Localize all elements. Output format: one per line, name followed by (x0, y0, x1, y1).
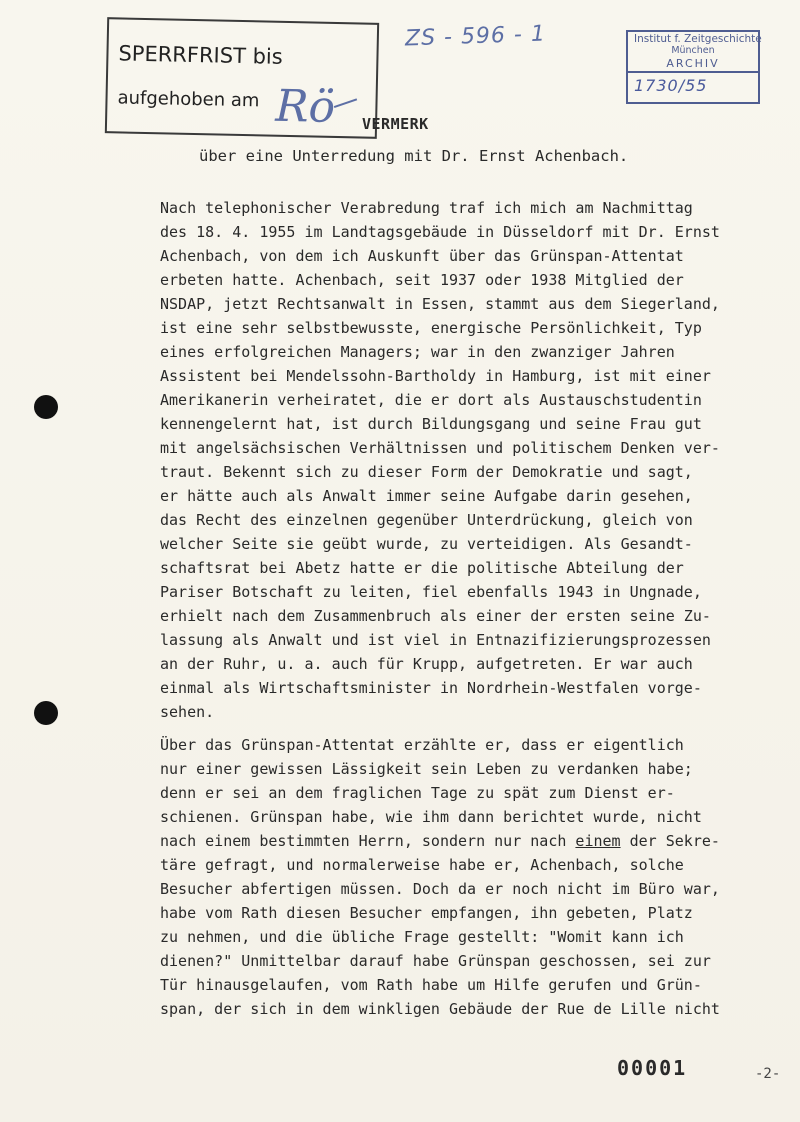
document-title: VERMERK (362, 115, 429, 133)
paragraph-1 (160, 196, 775, 724)
text-line: welcher Seite sie geübt wurde, zu verteidigen. Als Gesandt- (160, 535, 693, 553)
punch-hole-bottom (34, 701, 58, 725)
underlined-word: einem (575, 832, 621, 850)
text-line: erhielt nach dem Zusammenbruch als einer der ersten seine Zu- (160, 607, 711, 625)
sperrfrist-stamp (105, 17, 379, 139)
archive-stamp-archiv: ARCHIV (666, 57, 720, 70)
text-line: span, der sich in dem winkligen Gebäude der Rue de Lille nicht (160, 1000, 720, 1018)
text-line: Assistent bei Mendelssohn-Bartholdy in Hamburg, ist mit einer (160, 367, 711, 385)
text-line: schaftsrat bei Abetz hatte er die politische Abteilung der (160, 559, 684, 577)
text-line: sehen. (160, 703, 215, 721)
handwritten-reference: ZS - 596 - 1 (404, 21, 547, 52)
text-line: des 18. 4. 1955 im Landtagsgebäude in Düsseldorf mit Dr. Ernst (160, 223, 720, 241)
text-line: NSDAP, jetzt Rechtsanwalt in Essen, stammt aus dem Siegerland, (160, 295, 720, 313)
text-line: eines erfolgreichen Managers; war in den zwanziger Jahren (160, 343, 675, 361)
text-line: habe vom Rath diesen Besucher empfangen, ihn gebeten, Platz (160, 904, 693, 922)
text-line: schienen. Grünspan habe, wie ihm dann berichtet wurde, nicht (160, 808, 702, 826)
text-line: kennengelernt hat, ist durch Bildungsgang und seine Frau gut (160, 415, 702, 433)
text-line: dienen?" Unmittelbar darauf habe Grünspan geschossen, sei zur (160, 952, 711, 970)
text-line: Pariser Botschaft zu leiten, fiel ebenfalls 1943 in Ungnade, (160, 583, 702, 601)
text-line: zu nehmen, und die übliche Frage gestellt: "Womit kann ich (160, 928, 684, 946)
text-line: Tür hinausgelaufen, vom Rath habe um Hilfe gerufen und Grün- (160, 976, 702, 994)
text-line: an der Ruhr, u. a. auch für Krupp, aufgetreten. Er war auch (160, 655, 693, 673)
text-line: ist eine sehr selbstbewusste, energische Persönlichkeit, Typ (160, 319, 702, 337)
document-subtitle: über eine Unterredung mit Dr. Ernst Achenbach. (199, 147, 629, 165)
sperrfrist-line1: SPERRFRIST bis (118, 41, 283, 69)
text-line: er hätte auch als Anwalt immer seine Aufgabe darin gesehen, (160, 487, 693, 505)
handwritten-initials: Rö (274, 80, 336, 133)
text-line: Amerikanerin verheiratet, die er dort als Austauschstudentin (160, 391, 702, 409)
text-line: Über das Grünspan-Attentat erzählte er, dass er eigentlich (160, 736, 684, 754)
text-line: täre gefragt, und normalerweise habe er, Achenbach, solche (160, 856, 684, 874)
paragraph-2 (160, 733, 775, 1021)
archive-stamp-institute: Institut f. Zeitgeschichte (634, 33, 762, 45)
text-line: einmal als Wirtschaftsminister in Nordrhein-Westfalen vorge- (160, 679, 702, 697)
punch-hole-top (34, 395, 58, 419)
text-line: lassung als Anwalt und ist viel in Entnazifizierungsprozessen (160, 631, 711, 649)
page-number: -2- (755, 1066, 781, 1082)
text-line: traut. Bekennt sich zu dieser Form der Demokratie und sagt, (160, 463, 693, 481)
archive-stamp-divider (628, 71, 758, 73)
text-line: nur einer gewissen Lässigkeit sein Leben zu verdanken habe; (160, 760, 693, 778)
text-line: Achenbach, von dem ich Auskunft über das Grünspan-Attentat (160, 247, 684, 265)
archive-number: 1730/55 (634, 76, 708, 95)
text-line: mit angelsächsischen Verhältnissen und politischem Denken ver- (160, 439, 720, 457)
text-line: das Recht des einzelnen gegenüber Unterdrückung, gleich von (160, 511, 693, 529)
text-line: denn er sei an dem fraglichen Tage zu spät zum Dienst er- (160, 784, 675, 802)
archive-stamp-city: München (671, 45, 715, 56)
text-line-underlined: nach einem bestimmten Herrn, sondern nur nach einem der Sekre- (160, 832, 720, 850)
strike-mark (334, 98, 357, 108)
text-line: Besucher abfertigen müssen. Doch da er noch nicht im Büro war, (160, 880, 720, 898)
text-line: Nach telephonischer Verabredung traf ich mich am Nachmittag (160, 199, 693, 217)
archive-stamp (626, 30, 760, 104)
document-number: 00001 (617, 1056, 688, 1080)
sperrfrist-line2: aufgehoben am (117, 87, 260, 112)
text-line: erbeten hatte. Achenbach, seit 1937 oder 1938 Mitglied der (160, 271, 684, 289)
